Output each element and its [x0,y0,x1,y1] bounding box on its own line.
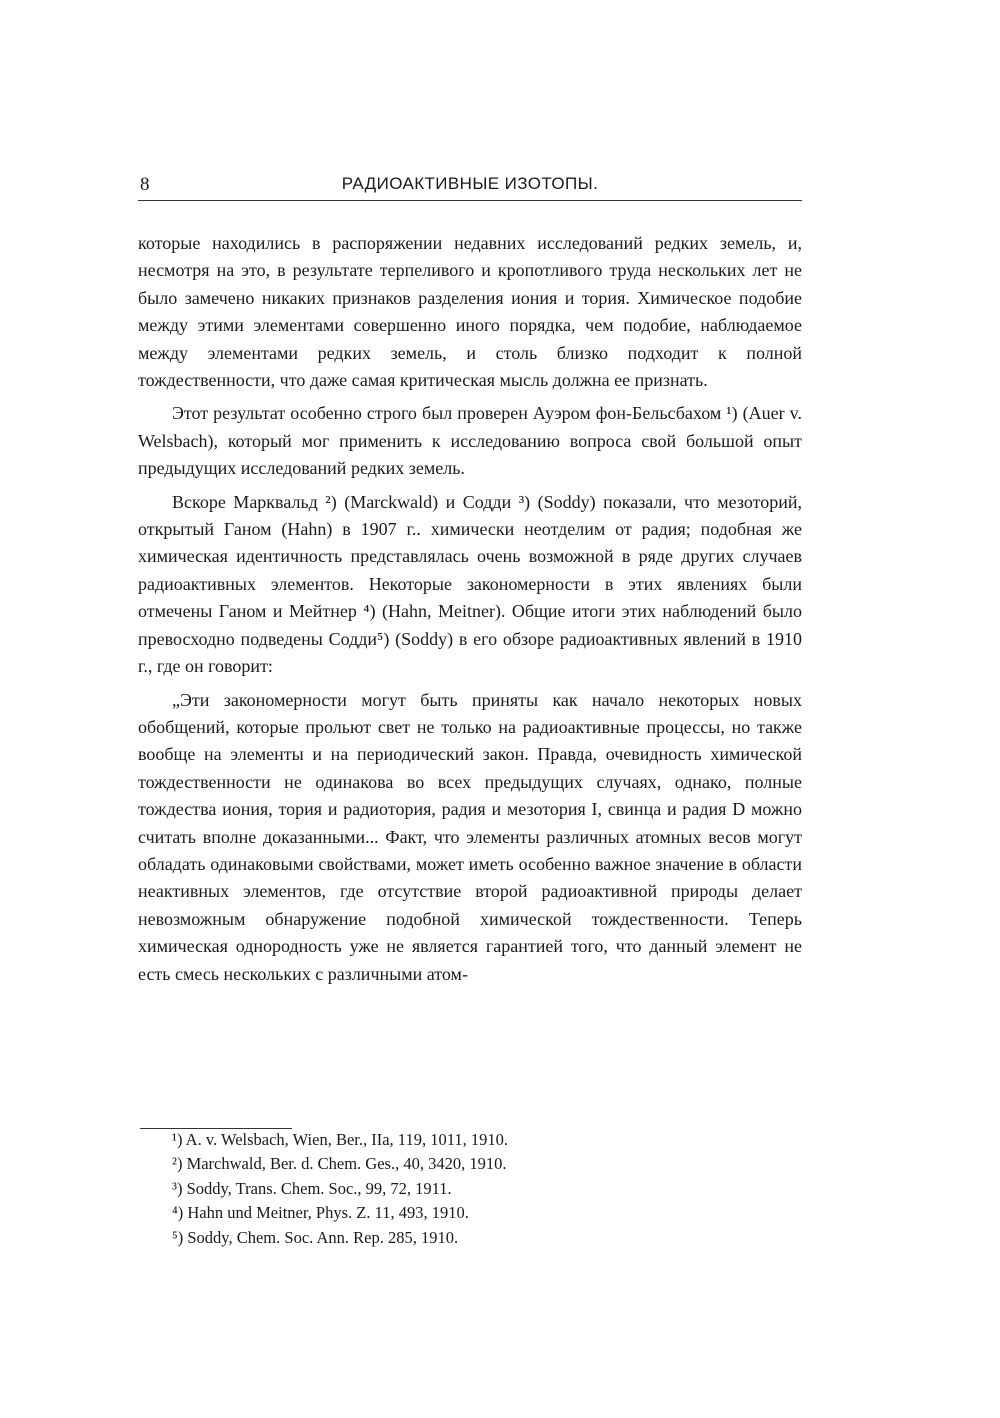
footnote: ³) Soddy, Trans. Chem. Soc., 99, 72, 1911. [172,1178,452,1198]
paragraph: которые находились в распоряжении недавних исследований редких земель, и, несмотря на это, в результате терпеливого и кропотливого труда нескольких лет не было замечено никаких признаков разделения иония и тория. Химическое подобие между этими элементами совершенно иного порядка, чем подобие, наблюдаемое между элементами редких земель, и столь близко подходит к полной тождественности, что даже самая критическая мысль должна ее признать. [138,233,802,391]
running-head [138,172,802,200]
footnote: ¹) A. v. Welsbach, Wien, Ber., IIa, 119, 1011, 1910. [172,1130,508,1149]
footnote: ⁵) Soddy, Chem. Soc. Ann. Rep. 285, 1910. [172,1227,459,1247]
paragraph: Этот результат особенно строго был проверен Ауэром фон-Бельсбахом ¹) (Auer v. Welsbach), который мог применить к исследованию вопроса свой большой опыт предыдущих исследований редких земель. [138,403,802,479]
body-text [138,230,802,988]
page-number: 8 [140,174,150,195]
footnote: ⁴) Hahn und Meitner, Phys. Z. 11, 493, 1910. [172,1203,469,1223]
footnote: ²) Marchwald, Ber. d. Chem. Ges., 40, 3420, 1910. [172,1154,507,1174]
page-title: РАДИОАКТИВНЫЕ ИЗОТОПЫ. [341,174,599,193]
paragraph: Вскоре Марквальд ²) (Marckwald) и Содди ³) (Soddy) показали, что мезоторий, открытый Ганом (Hahn) в 1907 г.. химически неотделим от радия; подобная же химическая идентичность представлялась очень возможной в ряде других случаев радиоактивных элементов. Некоторые закономерности в этих явлениях были отмечены Ганом и Мейтнер ⁴) (Hahn, Meitner). Общие итоги этих наблюдений было превосходно подведены Содди⁵) (Soddy) в его обзоре радиоактивных явлений в 1910 г., где он говорит: [138,491,802,677]
header-rule [138,200,802,201]
footnotes [172,1128,792,1250]
paragraph: „Эти закономерности могут быть приняты как начало некоторых новых обобщений, которые прольют свет не только на радиоактивные процессы, но также вообще на элементы и на периодический закон. Правда, очевидность химической тождественности не одинакова во всех предыдущих случаях, однако, полные тождества иония, тория и радиотория, радия и мезотория I, свинца и радия D можно считать вполне доказанными... Факт, что элементы различных атомных весов могут обладать одинаковыми свойствами, может иметь особенно важное значение в области неактивных элементов, где отсутствие второй радиоактивной природы делает невозможным обнаружение подобной химической тождественности. Теперь химическая однородность уже не является гарантией того, что данный элемент не есть смесь нескольких с различными атом- [138,689,802,984]
